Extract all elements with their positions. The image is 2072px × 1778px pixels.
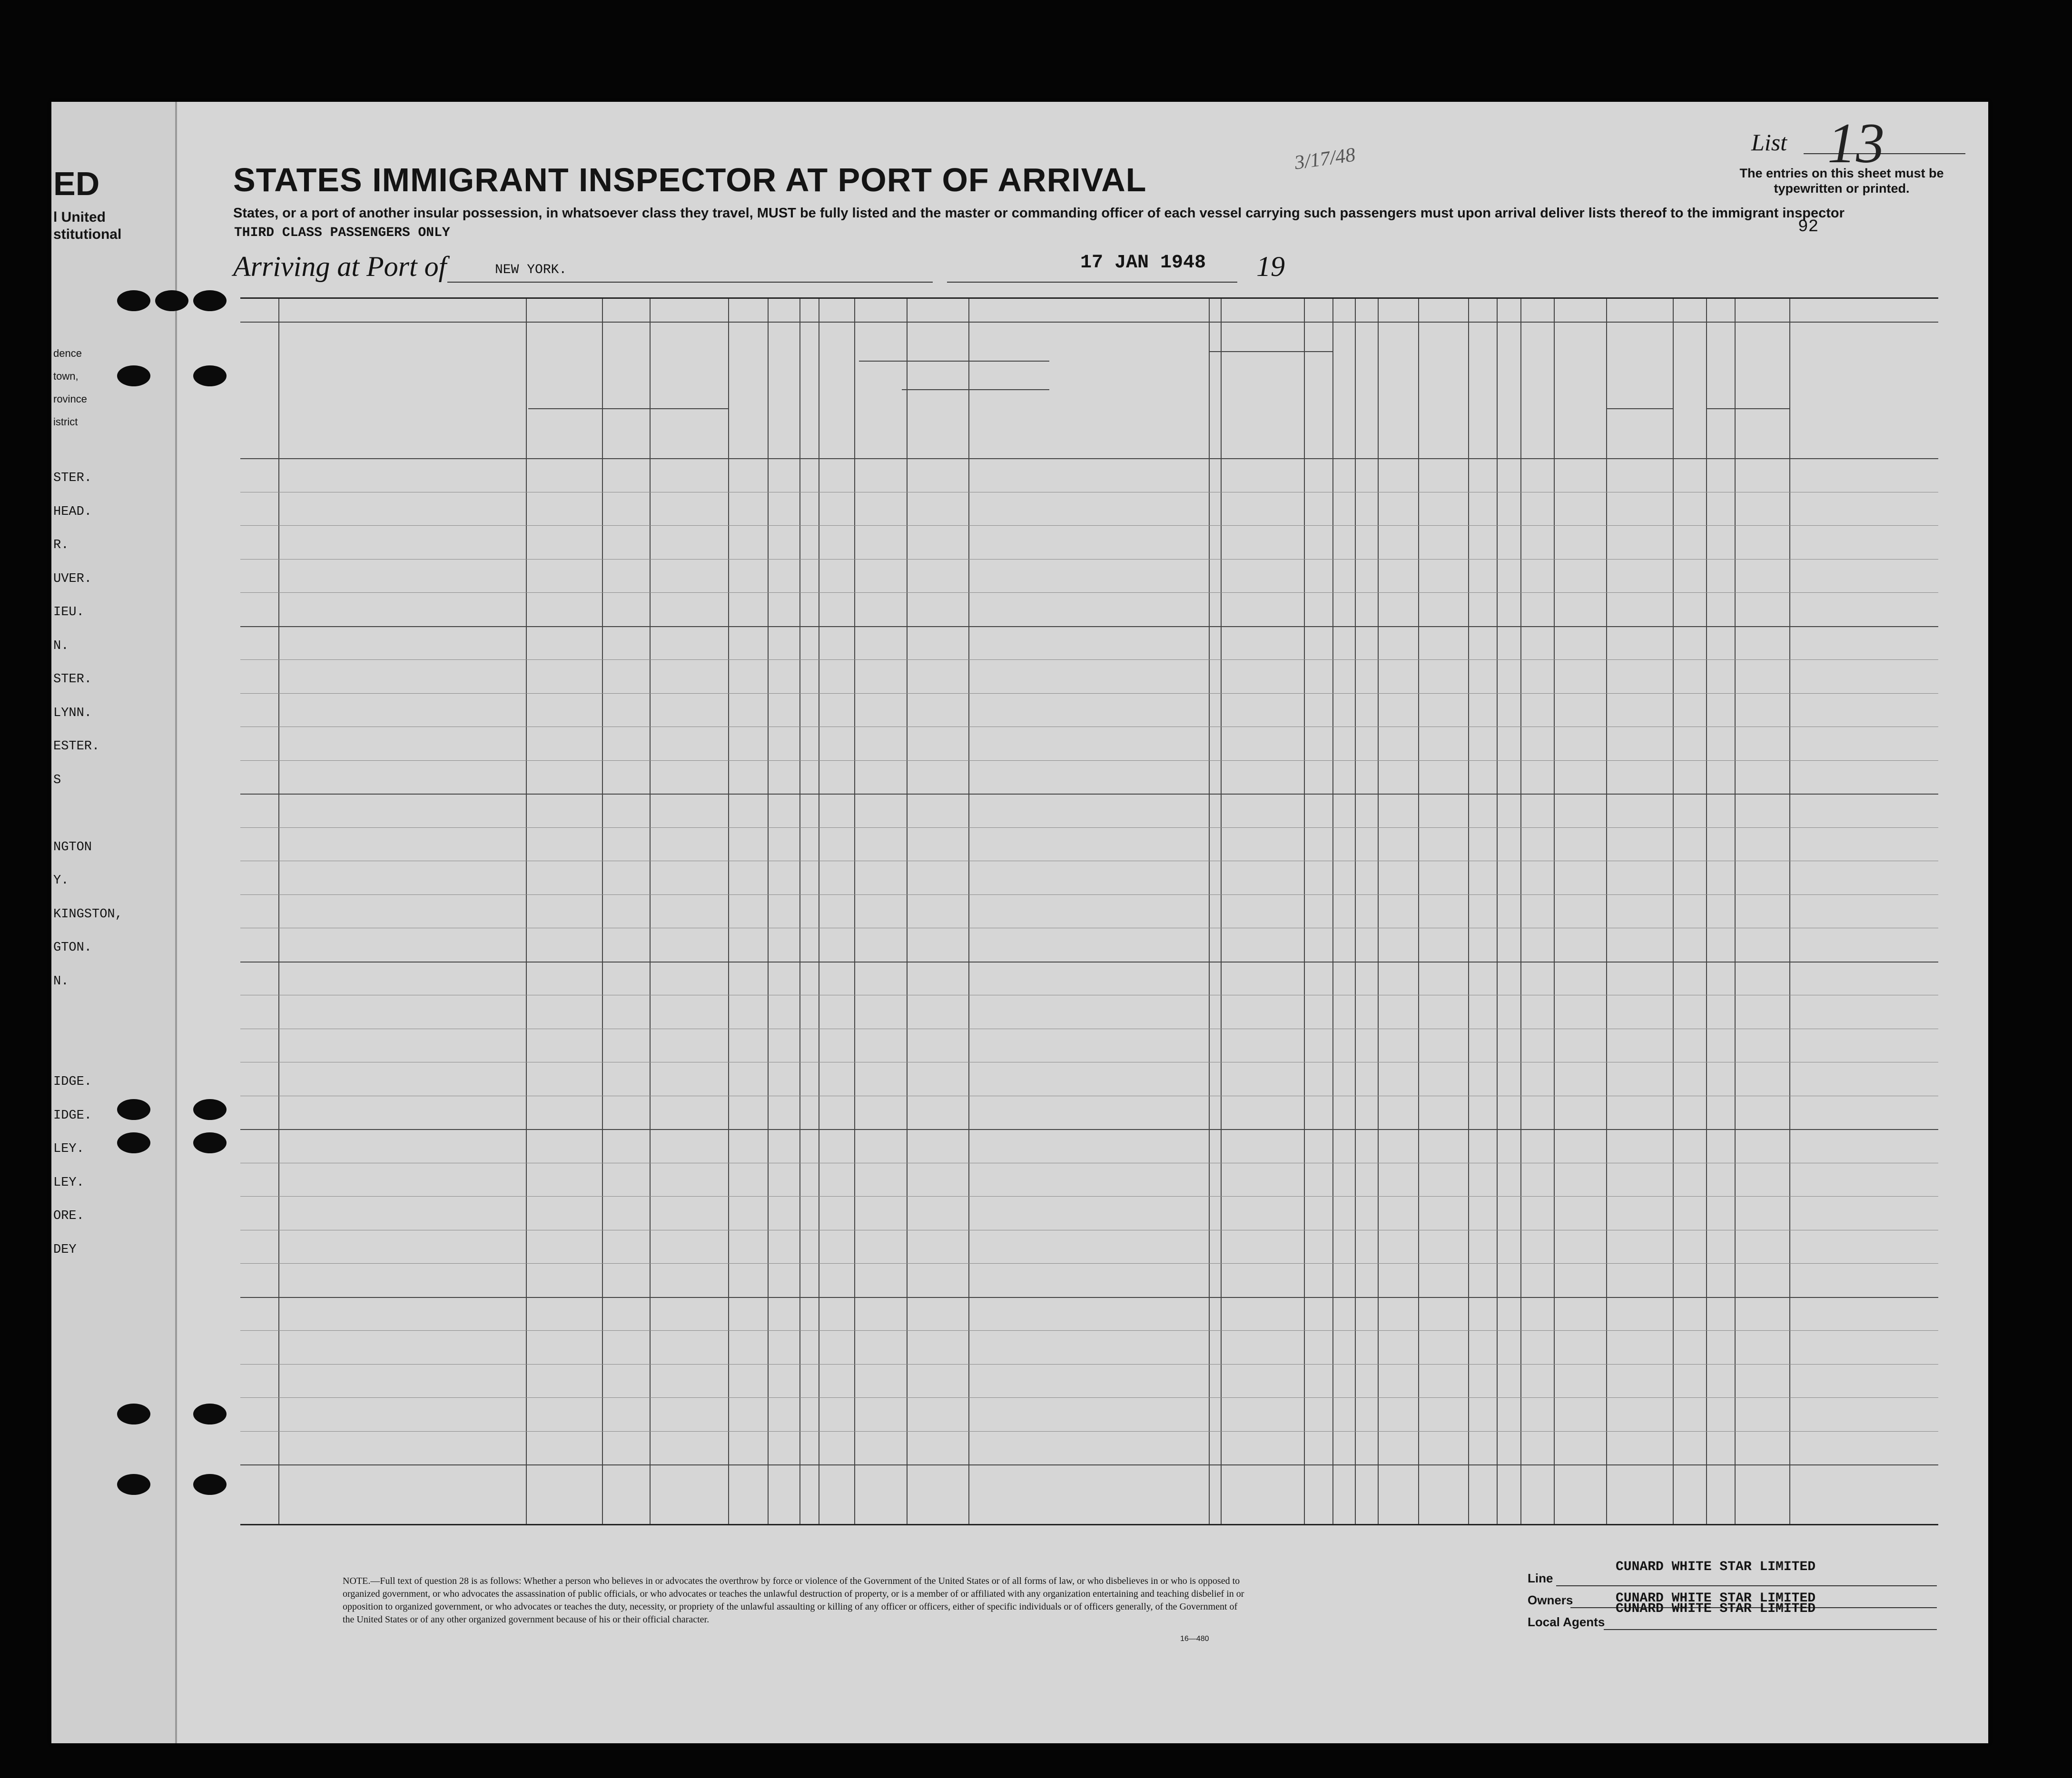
list-number: 13 [1827,111,1885,175]
row-rule-strong [240,1297,1938,1298]
column-divider [1789,299,1790,1524]
prev-page-residence: LEY. [53,1142,84,1156]
line-value: CUNARD WHITE STAR LIMITED [1616,1560,1816,1574]
row-rule [240,1263,1938,1264]
header-v30 [1470,355,1494,455]
prev-page-residence: Y. [53,874,69,888]
column-divider [907,299,908,1524]
prev-page-residence: NGTON [53,840,92,855]
column-divider [526,299,527,1524]
manifest-table [240,297,1938,1525]
column-divider [1209,299,1210,1524]
header-money [802,355,840,455]
column-divider [1606,299,1607,1524]
arrival-port: NEW YORK. [495,263,567,277]
prev-page-residence: IEU. [53,605,84,619]
prev-page-column-label: rovince [53,393,87,405]
row-rule [240,1431,1938,1432]
prev-page-residence: ORE. [53,1209,84,1223]
punch-hole [117,365,150,386]
prev-page-residence: KINGSTON, [53,907,123,922]
prev-page-sub: l United [53,209,106,225]
column-divider [968,299,969,1524]
header-ticket [764,355,799,455]
prev-page-residence: IDGE. [53,1075,92,1089]
column-divider [854,299,855,1524]
column-divider [1554,299,1555,1524]
row-rule [240,1397,1938,1398]
date-stamp: 3/17/48 [1293,144,1357,174]
prev-page-column-label: dence [53,347,82,359]
header-v29 [1421,355,1463,455]
prev-page-residence: GTON. [53,941,92,955]
row-rule [240,1330,1938,1331]
height-rule [1606,408,1673,409]
punch-hole [117,1474,150,1495]
column-divider [768,299,769,1524]
prev-page-residence: IDGE. [53,1108,92,1123]
column-divider [1520,299,1521,1524]
row-rule [240,894,1938,895]
header-bottom-rule [240,458,1938,459]
prev-page-residence: ESTER. [53,739,100,754]
punch-hole [155,290,188,311]
punch-hole [193,1404,227,1424]
punch-hole [117,1404,150,1424]
column-divider [1355,299,1356,1524]
header-v26 [1336,355,1352,455]
row-rule-strong [240,962,1938,963]
prev-page-residence: DEY [53,1242,77,1257]
page-number: 92 [1798,217,1819,236]
row-rule-strong [240,1464,1938,1465]
owners-value: CUNARD WHITE STAR LIMITED [1616,1591,1816,1606]
header-v27 [1359,355,1375,455]
in-usa-rule [528,408,728,409]
header-v24c [1280,355,1304,455]
prev-page-sub: stitutional [53,226,122,242]
column-divider [1497,299,1498,1524]
header-v28 [1382,355,1416,455]
prev-page-residence: R. [53,538,69,552]
footer-note: NOTE.—Full text of question 28 is as follows: Whether a person who believes in or advocates the overthrow by force or violence of the Government of the United States or of all forms of law, or who disbelieves in or who is opposed to organized government, or who advocates the assassination of public officials, or who advocates or teaches the unlawful destruction of property, or is a member of or affiliated with any organization entertaining and teaching disbelief in or opposition to organized government, or who advocates or teaches the duty, necessity, or propriety of the unlawful assaulting or killing of any officer or officers, either of specific individuals or of officers generally, of the Government of the United States or of any other organized government because of his or their official character. [343,1576,1244,1625]
punch-hole [193,290,227,311]
header-number-rule [240,322,1938,323]
arriving-label: Arriving at Port of [233,251,447,282]
column-divider [650,299,651,1524]
header-v24a [1211,355,1235,455]
row-rule [240,693,1938,694]
punch-hole [117,290,150,311]
if-yes-rule [902,389,1049,390]
prev-page-title: ED [53,165,100,202]
row-rule [240,559,1938,560]
punch-hole [193,1099,227,1120]
punch-hole [193,1474,227,1495]
page-title: STATES IMMIGRANT INSPECTOR AT PORT OF ARRIVAL [233,161,1147,198]
column-divider [1468,299,1469,1524]
column-divider [1378,299,1379,1524]
color-rule [1706,408,1789,409]
prev-page-residence: LEY. [53,1175,84,1190]
owners-label: Owners [1528,1593,1573,1607]
prev-page-residence: N. [53,974,69,989]
punch-hole [193,365,227,386]
prev-page-residence: LYNN. [53,706,92,720]
column-divider [728,299,729,1524]
column-divider [278,299,279,1524]
form-number: 16—480 [1180,1635,1209,1643]
prev-page-column-label: istrict [53,416,78,428]
punch-hole [117,1132,150,1153]
purpose-rule [1209,351,1332,352]
row-rule-strong [240,1129,1938,1130]
agents-value: CUNARD WHITE STAR LIMITED [1616,1601,1816,1616]
prev-page-residence: HEAD. [53,504,92,519]
prev-page-column-label: town, [53,370,79,382]
column-divider [1735,299,1736,1524]
punch-hole [193,1132,227,1153]
row-rule [240,760,1938,761]
line-label: Line [1528,1571,1553,1585]
row-rule-strong [240,794,1938,795]
column-divider [1418,299,1419,1524]
header-v31 [1498,355,1519,455]
column-divider [1304,299,1305,1524]
column-divider [1221,299,1222,1524]
agents-label: Local Agents [1528,1615,1605,1629]
row-rule [240,592,1938,593]
before-rule [859,361,1049,362]
column-divider [602,299,603,1524]
column-divider [799,299,800,1524]
prev-page-residence: UVER. [53,571,92,586]
row-rule [240,1196,1938,1197]
prev-page-residence: N. [53,639,69,653]
row-rule-strong [240,626,1938,627]
arrival-date: 17 JAN 1948 [1080,252,1206,274]
punch-hole [117,1099,150,1120]
prev-page-residence: STER. [53,471,92,485]
column-divider [1706,299,1707,1524]
century-label: 19 [1256,251,1285,282]
row-rule [240,659,1938,660]
row-rule [240,1364,1938,1365]
prev-page-residence: S [53,773,61,787]
instruction-text: States, or a port of another insular possession, in whatsoever class they travel, MUST be fully listed and the master or commanding officer of each vessel carrying such passengers must upon arrival deliver lists thereof to the immigrant inspector [233,206,1845,221]
header-v25 [1311,355,1340,455]
row-rule [240,827,1938,828]
list-note: The entries on this sheet must be typewritten or printed. [1739,166,1944,196]
column-divider [1332,299,1333,1524]
column-divider [1673,299,1674,1524]
row-rule [240,525,1938,526]
header-v24b [1244,355,1268,455]
class-line: THIRD CLASS PASSENGERS ONLY [234,226,450,240]
prev-page-residence: STER. [53,672,92,687]
list-label: List [1751,129,1787,156]
